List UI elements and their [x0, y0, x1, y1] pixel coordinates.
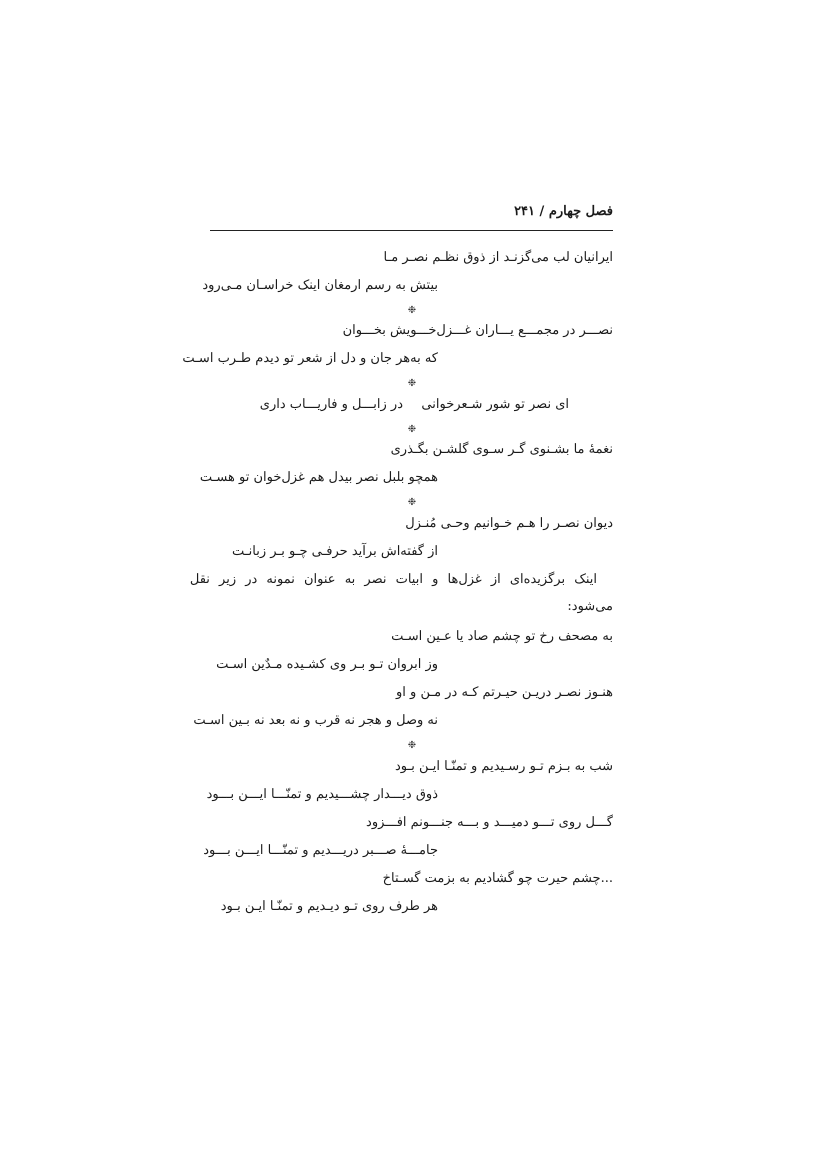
verse-line: ایرانیان لب می‌گزنـد از ذوق نظـم نصـر مـا: [383, 250, 613, 265]
page-body: [182, 0, 613, 1169]
ornament-asterisk-icon: ❉: [407, 497, 417, 508]
poem-line: ...چشم حیرت چو گشادیم به بزمت گسـتاخ: [382, 871, 613, 886]
verse-line: نغمهٔ ما بشـنوی گـر سـوی گلشـن بگـذری: [390, 442, 613, 457]
ornament-asterisk-icon: ❉: [407, 378, 417, 389]
verse-line: همچو بلبل نصر بیدل هم غزل‌خوان تو هسـت: [199, 470, 438, 485]
poem-line: وز ابروان تـو بـر وی کشـیده مـدٌین اسـت: [216, 657, 438, 672]
paragraph-line-1: اینک برگزیده‌ای از غزل‌ها و ابیات نصر به عنوان نمونه در زیر نقل: [189, 572, 597, 587]
ornament-asterisk-icon: ❉: [407, 305, 417, 316]
verse-line: از گفته‌اش برآید حرفـی چـو بـر زبانـت: [232, 544, 438, 559]
running-header-title: فصل چهارم / ۲۴۱: [514, 204, 613, 219]
poem-line: هر طرف روی تـو دیـدیم و تمنّـا ایـن بـود: [220, 899, 438, 914]
verse-line: دیوان نصـر را هـم خـوانیم وحـی مُنـزل: [405, 516, 613, 531]
ornament-asterisk-icon: ❉: [407, 740, 417, 751]
paragraph-line-2: می‌شود:: [567, 599, 613, 614]
poem-line: شب به بـزم تـو رسـیدیم و تمنّـا ایـن بـود: [394, 759, 613, 774]
verse-line-two-hemistichs: [210, 396, 613, 414]
poem-line: به مصحف رخ تو چشم صاد یا عـین اسـت: [391, 629, 613, 644]
poem-line: هنـوز نصـر دریـن حیـرتم کـه در مـن و او: [396, 685, 613, 700]
hemistich-second: در زابـــل و فاریـــاب داری: [259, 397, 403, 412]
verse-line: که به‌هر جان و دل از شعر تو دیدم طـرب اسـت: [182, 351, 438, 366]
ornament-asterisk-icon: ❉: [407, 424, 417, 435]
hemistich-first: ای نصر تو شور شـعرخوانی: [421, 397, 569, 412]
poem-line: ذوق دیـــدار چشـــیدیم و تمنّـــا ایـــن بـــود: [206, 787, 438, 802]
verse-line: نصـــر در مجمـــع یـــاران غـــزل‌خـــویش بخـــوان: [342, 323, 613, 338]
verse-line: بیتش به رسم ارمغان اینک خراسـان مـی‌رود: [202, 278, 438, 293]
poem-line: جامـــهٔ صـــبر دریـــدیم و تمنّـــا ایـــن بـــود: [203, 843, 438, 858]
poem-line: نه وصل و هجر نه قرب و نه بعد نه بـین اسـت: [193, 713, 438, 728]
poem-line: گـــل روی تـــو دمیـــد و بـــه جنـــونم افـــزود: [366, 815, 613, 830]
